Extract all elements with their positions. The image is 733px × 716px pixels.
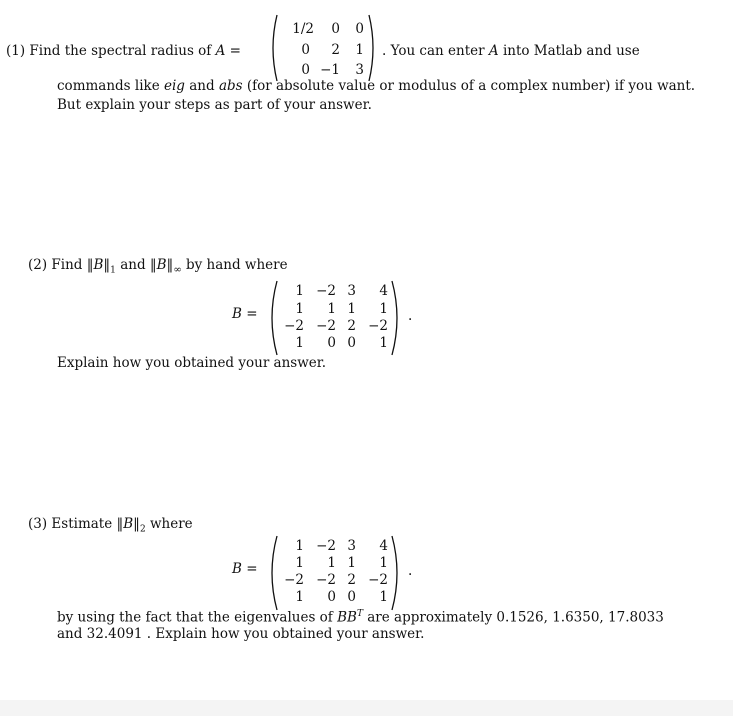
matrix-b-period: .: [408, 563, 413, 579]
left-paren-icon: [266, 280, 278, 356]
matrix-cell: −2: [284, 318, 304, 334]
text-fragment: Estimate: [51, 516, 113, 532]
bottom-strip: [0, 700, 733, 716]
matrix-cell: −1: [320, 62, 340, 78]
matrix-b-label: [232, 563, 258, 577]
text-fragment: and: [189, 78, 215, 94]
left-paren-icon: [266, 535, 278, 611]
question-1-prefix: Find the spectral radius of: [29, 43, 212, 59]
norm-2: ‖B‖: [116, 516, 140, 532]
matrix-cell: 1: [295, 589, 304, 605]
norm-subscript: ∞: [173, 264, 182, 276]
norm-subscript: 2: [139, 524, 146, 535]
matrix-cell: 0: [347, 589, 356, 605]
matrix-cell: 4: [379, 538, 388, 554]
matrix-cell: 1: [295, 538, 304, 554]
matrix-cell: −2: [316, 572, 336, 588]
equals-sign: =: [229, 43, 241, 59]
matrix-cell: 1: [295, 301, 304, 317]
text-fragment: . You can enter: [382, 43, 485, 59]
matrix-cell: 1: [347, 555, 356, 571]
text-fragment: and: [120, 257, 146, 273]
text-fragment: B =: [232, 561, 258, 577]
left-paren-icon: [268, 14, 278, 82]
abs-function: abs: [218, 78, 243, 94]
matrix-cell: 1: [327, 301, 336, 317]
transpose-superscript: T: [356, 609, 363, 619]
matrix-cell: 0: [301, 42, 310, 58]
question-1-line-1: [6, 45, 241, 59]
matrix-b-label: [232, 308, 258, 322]
matrix-cell: 0: [347, 335, 356, 351]
matrix-cell: 0: [301, 62, 310, 78]
matrix-cell: 1/2: [292, 21, 314, 37]
text-fragment: commands like: [57, 78, 160, 94]
matrix-cell: 4: [379, 283, 388, 299]
question-3-line-1: [28, 518, 193, 535]
right-paren-icon: [391, 535, 403, 611]
norm-subscript: 1: [110, 265, 116, 276]
matrix-cell: −2: [368, 572, 388, 588]
matrix-cell: 0: [331, 21, 340, 37]
text-fragment: Find: [51, 257, 83, 273]
matrix-cell: 1: [295, 555, 304, 571]
matrix-cell: 1: [295, 283, 304, 299]
matrix-cell: 2: [347, 318, 356, 334]
matrix-cell: 3: [347, 283, 356, 299]
matrix-cell: −2: [316, 538, 336, 554]
matrix-cell: 1: [379, 335, 388, 351]
text-fragment: B =: [232, 306, 258, 322]
question-1-number: (1): [6, 43, 26, 59]
bbt-product: BB: [337, 609, 357, 626]
matrix-cell: 3: [347, 538, 356, 554]
matrix-cell: 1: [355, 42, 364, 58]
text-fragment: by hand where: [185, 257, 288, 273]
norm-infinity: ‖B‖: [149, 257, 174, 273]
question-1-line-3: But explain your steps as part of your answer.: [57, 97, 372, 113]
matrix-cell: 1: [327, 555, 336, 571]
matrix-cell: −2: [284, 572, 304, 588]
matrix-cell: −2: [316, 318, 336, 334]
question-3-line-3: and 32.4091 . Explain how you obtained your answer.: [57, 626, 425, 642]
matrix-cell: −2: [316, 283, 336, 299]
matrix-cell: 1: [347, 301, 356, 317]
matrix-b-period: .: [408, 308, 413, 324]
matrix-cell: 2: [347, 572, 356, 588]
text-fragment: by using the fact that the eigenvalues of: [57, 609, 333, 626]
matrix-a-variable: A: [215, 43, 226, 59]
matrix-cell: 0: [327, 335, 336, 351]
text-fragment: where: [149, 516, 193, 532]
question-3-line-2: [57, 610, 664, 625]
right-paren-icon: [391, 280, 403, 356]
matrix-cell: 0: [355, 21, 364, 37]
right-paren-icon: [368, 14, 378, 82]
question-1-line-1-tail: [382, 45, 640, 59]
matrix-a-variable: A: [488, 43, 499, 59]
matrix-cell: 3: [355, 62, 364, 78]
question-2-line-1: [28, 259, 288, 276]
matrix-cell: 1: [379, 301, 388, 317]
text-fragment: (for absolute value or modulus of a complex number) if you want.: [246, 78, 696, 94]
eig-function: eig: [164, 78, 185, 94]
matrix-cell: 2: [331, 42, 340, 58]
norm-1: ‖B‖: [86, 257, 111, 273]
text-fragment: into Matlab and use: [502, 43, 640, 59]
matrix-cell: 1: [379, 555, 388, 571]
question-1-line-2: [57, 80, 695, 94]
question-2-number: (2): [28, 257, 48, 273]
question-2-explain: Explain how you obtained your answer.: [57, 355, 327, 371]
matrix-cell: −2: [368, 318, 388, 334]
text-fragment: are approximately 0.1526, 1.6350, 17.8033: [367, 609, 664, 626]
matrix-cell: 1: [379, 589, 388, 605]
matrix-cell: 0: [327, 589, 336, 605]
question-3-number: (3): [28, 516, 48, 532]
matrix-cell: 1: [295, 335, 304, 351]
